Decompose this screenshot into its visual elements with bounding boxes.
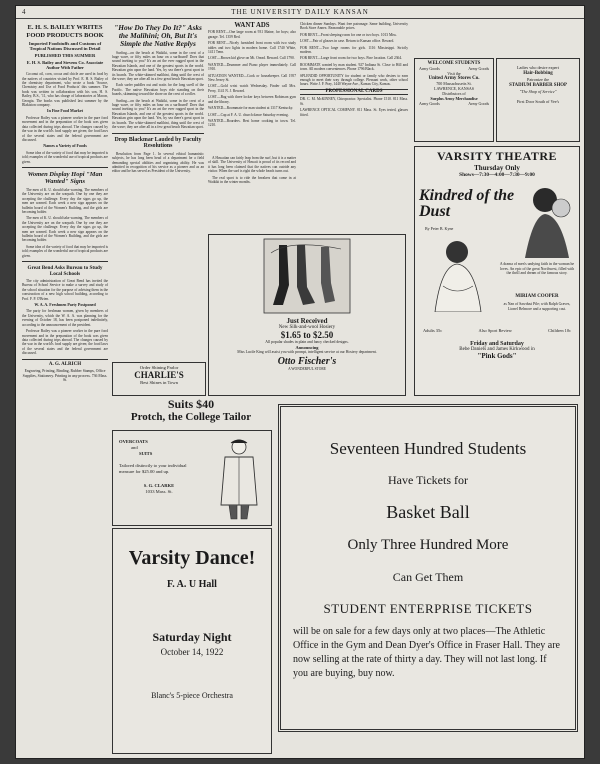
tailored-man-illustration xyxy=(211,435,267,521)
newspaper-page xyxy=(16,6,584,758)
waa-body: The party for freshman women, given by members of the University, which the W. A. A. was planning for the evening of October 18, has been postponed indefinitely, according to the announcement of the president. xyxy=(22,309,108,327)
page-number: 4 xyxy=(22,8,27,16)
column-1 xyxy=(22,22,108,752)
bb-line1: Seventeen Hundred Students xyxy=(329,439,527,458)
masthead xyxy=(16,6,584,19)
want-ad: FOR RENT—Nicely furnished front room with two study tables and two lights in modern home. Call 1740 White, 1411 Tenn. xyxy=(208,41,296,55)
film-title: Kindred of the Dust xyxy=(419,187,515,220)
next-film: "Pink Gods" xyxy=(477,352,517,360)
hosiery-headline: Just Received xyxy=(286,317,328,325)
professional-card: LAWRENCE OPTICAL COMPANY. 811 Mass. St. Eyes tested, glasses fitted. xyxy=(300,108,408,117)
price-adults: Adults 35c xyxy=(423,328,443,333)
bailey-body-1: Coconut oil, corn, cocoa and chicle are used in food by the natives of countries visited by Prof. E. H. S. Bailey of the chemistry department, who wrote a book 'Source, Chemistry and Use of Food Products' this summer. The book was written in collaboration with his son, H. S. Bailey, B.S., '11, who has charge of laboratories at Macon, Georgia. The books was published last summer by the Blakiston company. xyxy=(22,72,108,108)
want-ad: WANTED—Drummer and Piano player immediately. Call 1910. xyxy=(208,62,296,72)
surf-note: The real sport is to ride the breakers that come in at Waikiki in the winter months. xyxy=(208,175,296,185)
barber-name: STADIUM BARBER SHOP xyxy=(509,83,567,88)
barber-shop-ad xyxy=(496,58,580,142)
army-address: 700 Massachusetts St. xyxy=(436,81,472,86)
masthead-title: THE UNIVERSITY DAILY KANSAN xyxy=(231,8,369,16)
blackmar-headline: Drop Blackmar Lauded by Faculty Resolutions xyxy=(114,136,202,150)
great-bend-body: The city administration of Great Bend has invited the Bureau of School Service to make a survey and study of the school situation for the purpose of advising them in the construction of a new high school building, according to Prof. F. P. O'Brien. xyxy=(22,279,108,301)
protch-name: Protch, the College Tailor xyxy=(130,411,252,423)
clarke-overcoats: OVERCOATS xyxy=(119,439,148,444)
hosiery-ad xyxy=(208,234,406,396)
bb-line6: STUDENT ENTERPRISE TICKETS xyxy=(323,601,533,616)
clarke-tailored: Tailored distinctly to your individual measure for $25.00 and up. xyxy=(119,463,187,474)
hosiery-announcing: Announcing xyxy=(295,344,319,350)
column-3-body xyxy=(208,156,296,231)
film-author: By Peter B. Kyne xyxy=(425,226,454,231)
want-ad: WANTED—Roommate for man student at 1317 Kentucky. xyxy=(208,106,294,111)
want-ad: LOST—Gold wrist watch Wednesday. Finder call Mrs. Perry, 1141 N. J. Reward. xyxy=(208,84,296,93)
classified-ad: Chicken dinner Sundays. Want free patronage. Same building, University Book Store Annex. Reasonable prices. xyxy=(300,22,408,31)
want-ad: FOR RENT—One large room at 931 Maine, for boys; also garage. Tel. 1359 Red. xyxy=(208,30,296,39)
classified-ad: SPLENDID OPPORTUNITY for student or family who desires to earn enough to meet their way through college. Pleasant work, other school hours. Write J. F. Pray, 1440 Wayne Ave., Kansas City, Kansas. xyxy=(300,73,408,87)
dance-day: Saturday Night xyxy=(152,630,232,644)
protch-price: Suits $40 xyxy=(167,397,215,411)
charlies-ad xyxy=(112,362,206,396)
surfing-body-3: Surfing—on the beach at Waikiki, some in the crest of a huge wave, or fifty miles an hour on a surfboard! Does that sound inviting to you? It's an art the ever rugged sport in the Hawaiian Islands, and one of the greatest sports in the world. Hawaiian grin upon the land. Yes, by sea there's great sport in its boards. The white-skinned malihini, thing until the crest of the wave; they are after all in a few great beach Hawaiian sport. xyxy=(112,98,204,130)
theatre-day: Thursday Only xyxy=(474,164,520,172)
want-ad: LOST—Brown kid glove on Mt. Oread. Reward. Call 1790. xyxy=(208,56,295,61)
column-4-classifieds xyxy=(300,22,408,232)
professional-cards-header: PROFESSIONAL CARDS xyxy=(300,89,408,95)
otto-fischer-tagline: A WONDERFUL STORE xyxy=(288,367,326,372)
army-visit: Visit the xyxy=(447,71,461,76)
theatre-extra: Also Sport Review xyxy=(478,328,512,333)
army-goods-tl: Army Goods xyxy=(419,66,440,71)
hosiery-price: $1.65 to $2.50 xyxy=(280,330,334,340)
theatre-shows: Shows—7:30—4:00—7:30—9:00 xyxy=(459,172,535,178)
bailey-body-3: Some idea of the variety of food that may be imported is told; examples of the wonderful use of tropical products are given. xyxy=(22,150,108,164)
barber-l2: Hair-Bobbing xyxy=(523,71,553,76)
film-star: MIRIAM COOPER xyxy=(515,294,559,299)
barber-l3: Patronize the xyxy=(527,77,549,82)
classified-ad: FOR RENT—Front sleeping room for one or two boys. 1013 Miss. xyxy=(300,32,397,37)
next-days: Friday and Saturday xyxy=(470,341,524,347)
waa-subhead: W. A. A. Freshmen Party Postponed xyxy=(34,302,96,308)
hopi-headline: Women Display Hopi "Man Wanted" Signs xyxy=(27,170,103,186)
theatre-prices xyxy=(415,328,579,333)
blackmar-body: Resolution from Page 1. In several ethical humanistic subjects, he has long been head of a department he a field demanding special abilities and organizing ability. He was admitted in recognition of his service as a pioneer and as an editor and he has served as President of the University. xyxy=(112,151,204,174)
great-bend-headline: Great Bend Asks Bureau to Study Local Schools xyxy=(27,265,103,278)
army-goods-br: Army Goods xyxy=(468,101,489,106)
classified-ad: ROOMMATE wanted by man student. 927 Indiana St. Close to Hill and town. All modern conveniences. Phone 1796 Black. xyxy=(300,62,408,72)
protch-tailor-ad xyxy=(112,398,270,426)
army-goods-tr: Army Goods xyxy=(468,66,489,71)
next-cast: Bebe Daniels and James Kirkwood in xyxy=(459,347,535,352)
hosiery-line4: Miss Lucile King will assist you with prompt, intelligent service at our Hosiery department. xyxy=(237,349,377,354)
clarke-suits: SUITS xyxy=(139,451,153,456)
otto-fischer-logo: Otto Fischer's xyxy=(277,356,337,368)
film-description: A drama of men's undying faith in the woman he loves. An epic of the great Northwest, filled with the thrill and dream of the famous story. xyxy=(499,262,575,276)
army-goods-bl: Army Goods xyxy=(419,101,440,106)
want-ad: LOST—Cap at F. A. U. church dance Saturday evening. xyxy=(208,112,289,117)
clarke-and: and xyxy=(131,445,138,450)
bailey-subhead-2: E. H. S. Bailey and Stevens Co. Associate Author With Father xyxy=(26,60,104,71)
classified-ad: LOST—Pair of glasses in case. Return to Kansan office. Reward. xyxy=(300,39,395,44)
film-cast: as Nan of Sawdust Pile; with Ralph Graves, Lionel Belmore and a supporting cast. xyxy=(503,302,571,311)
professional-card: DR. C. M. McKINNEY, Chiropractor. Specialist. Phone 1510. 811 Mass. St. xyxy=(300,97,408,106)
surfing-headline: "How Do They Do It?" Asks the Malihini; Oh, But It's Simple the Native Replys xyxy=(114,23,202,49)
army-surplus: Surplus Army Merchandise xyxy=(430,96,478,101)
price-children: Children 10c xyxy=(548,328,571,333)
dance-venue: F. A. U Hall xyxy=(167,579,217,590)
bb-line4: Only Three Hundred More xyxy=(347,537,509,553)
basketball-tickets-ad xyxy=(278,404,578,732)
dance-orchestra: Blanc's 5-piece Orchestra xyxy=(151,691,233,700)
column-2 xyxy=(112,22,204,392)
clarke-address: 1033 Mass. St. xyxy=(145,489,173,494)
clarke-name: S. G. CLARKE xyxy=(143,483,175,488)
barber-l1: Ladies who desire expert xyxy=(517,65,559,70)
want-ad: SITUATION WANTED—Cook or housekeeper. Call 1957 New Jersey St. xyxy=(208,73,296,83)
bb-line7: will be on sale for a few days only at two places—The Athletic Office in the Gym and Dean Dyer's Office in Fraser Hall. They are now selling at the rate of thirty a day. They will not last long. If you are buying, buy now. xyxy=(293,626,560,679)
bailey-subhead-3: In Fine Food Market xyxy=(47,108,83,114)
bailey-headline: E. H. S. BAILEY WRITES FOOD PRODUCTS BOOK xyxy=(26,24,104,39)
surf-continued-body: A Hawaiian can fairly leap from the surf, but it is a matter of skill. The University of Hawaii is proud of its record and it has long been claimed that the natives can outride any visitor. When the surf is right the whole beach turns out. xyxy=(208,156,296,174)
army-store-ad xyxy=(414,58,494,142)
charlies-name: CHARLIE'S xyxy=(134,370,184,380)
varsity-theatre-ad xyxy=(414,146,580,396)
want-ads-header: WANT ADS xyxy=(234,22,270,29)
classified-ad: FOR RENT—Large front room for two boys. Fine location. Call 2364. xyxy=(300,56,403,61)
army-distrib: Distributors of xyxy=(442,91,466,96)
bb-line5: Can Get Them xyxy=(392,570,464,584)
clarke-tailor-ad xyxy=(112,430,272,526)
barber-l4: "The Shop of Service" xyxy=(519,89,557,94)
army-store-name: United Army Stores Co. xyxy=(428,76,480,81)
charlies-order: Order Shining Parlor xyxy=(139,365,179,370)
want-ad: LOST—Bag with three locker keys between Robinson gym and the library. xyxy=(208,95,296,104)
charlies-sub: Best Shines in Town xyxy=(140,380,178,385)
alrich-ad-text: Engraving, Printing, Binding, Rubber Stamps, Office Supplies, Stationery. Printing in any process. 736 Mass. St. xyxy=(22,368,108,383)
theatre-couple-illustration xyxy=(515,178,577,258)
stockings-illustration xyxy=(209,235,405,317)
barber-l5: First Door South of Vee's xyxy=(516,99,560,104)
army-city: LAWRENCE, KANSAS xyxy=(434,86,474,91)
hopi-body: The men of K. U. should take warning. The members of the University are on the warpath. One by one they are accepting the challenge. Every day the signs go up, the men are warned. Each week a new sign appears on the bulletin board of the Women's Building, and the girls are becoming bolder. xyxy=(22,187,108,214)
alrich-ad-name: A. G. ALRICH xyxy=(48,361,82,367)
surfing-body-2: Each surfer paddles out and waits for the long swell of the Pacific. The native Hawaiian boys ride standing on their boards, skimming toward the shore on the crest of a roller. xyxy=(112,83,204,97)
bailey-published: PUBLISHED THIS SUMMER xyxy=(34,52,96,58)
bb-line3: Basket Ball xyxy=(386,502,470,522)
bb-line2: Have Tickets for xyxy=(388,473,468,487)
hopi-body-filler: The men of K. U. should take warning. The members of the University are on the warpath. One by one they are accepting the challenge. Every day the signs go up, the men are warned. Each week a new sign appears on the bulletin board of the Women's Building, and the girls are becoming bolder. xyxy=(22,216,108,243)
hopi-body-filler-2: Some idea of the variety of food that may be imported is told; examples of the wonderful use of tropical products are given. xyxy=(22,244,108,258)
want-ad: WANTED—Boarders. Best home cooking in town. Tel. 1210. xyxy=(208,118,296,128)
hosiery-line1: New Silk-and-wool Hosiery xyxy=(278,325,336,330)
waa-body-filler: Professor Bailey was a pioneer worker in the pure food movement and in the preparation of the book was given data collected during trips abroad. The changes caused by the war in the world's food supply are given; the food laws of the several states and the federal government are discussed. xyxy=(22,329,108,356)
bailey-subhead: Imported Foodstuffs and Customs of Tropical Nations Discussed in Detail xyxy=(28,41,102,52)
varsity-dance-ad xyxy=(112,528,272,754)
dance-title: Varsity Dance! xyxy=(128,547,256,569)
bailey-subhead-4: Names a Variety of Foods xyxy=(43,143,87,149)
hosiery-line2: All popular shades in plain and fancy checked designs. xyxy=(265,340,349,344)
theatre-name: VARSITY THEATRE xyxy=(436,149,558,163)
surfing-body-1: Surfing—on the beach at Waikiki, some in the crest of a huge wave, or fifty miles an hour on a surfboard! Does that sound inviting to you? It's an art the ever rugged sport in the Hawaiian Islands, and one of the greatest sports in the world. Hawaiian grin upon the land. Yes, by sea there's great sport in its boards. The white-skinned malihini, thing until the crest of the wave; they are after all in a few great beach Hawaiian sport. xyxy=(112,50,204,82)
army-welcome: WELCOME STUDENTS xyxy=(427,61,481,66)
theatre-woman-illustration xyxy=(421,236,495,312)
bailey-body-2: Professor Bailey was a pioneer worker in the pure food movement and in the preparation of the book was given data collected during trips abroad. The changes caused by the war in the world's food supply are given; the food laws of the several states and the federal government are discussed. xyxy=(22,115,108,142)
classified-ad: FOR RENT—Two large rooms for girls. 1116 Mississippi. Strictly modern. xyxy=(300,45,408,55)
dance-date: October 14, 1922 xyxy=(160,647,224,657)
